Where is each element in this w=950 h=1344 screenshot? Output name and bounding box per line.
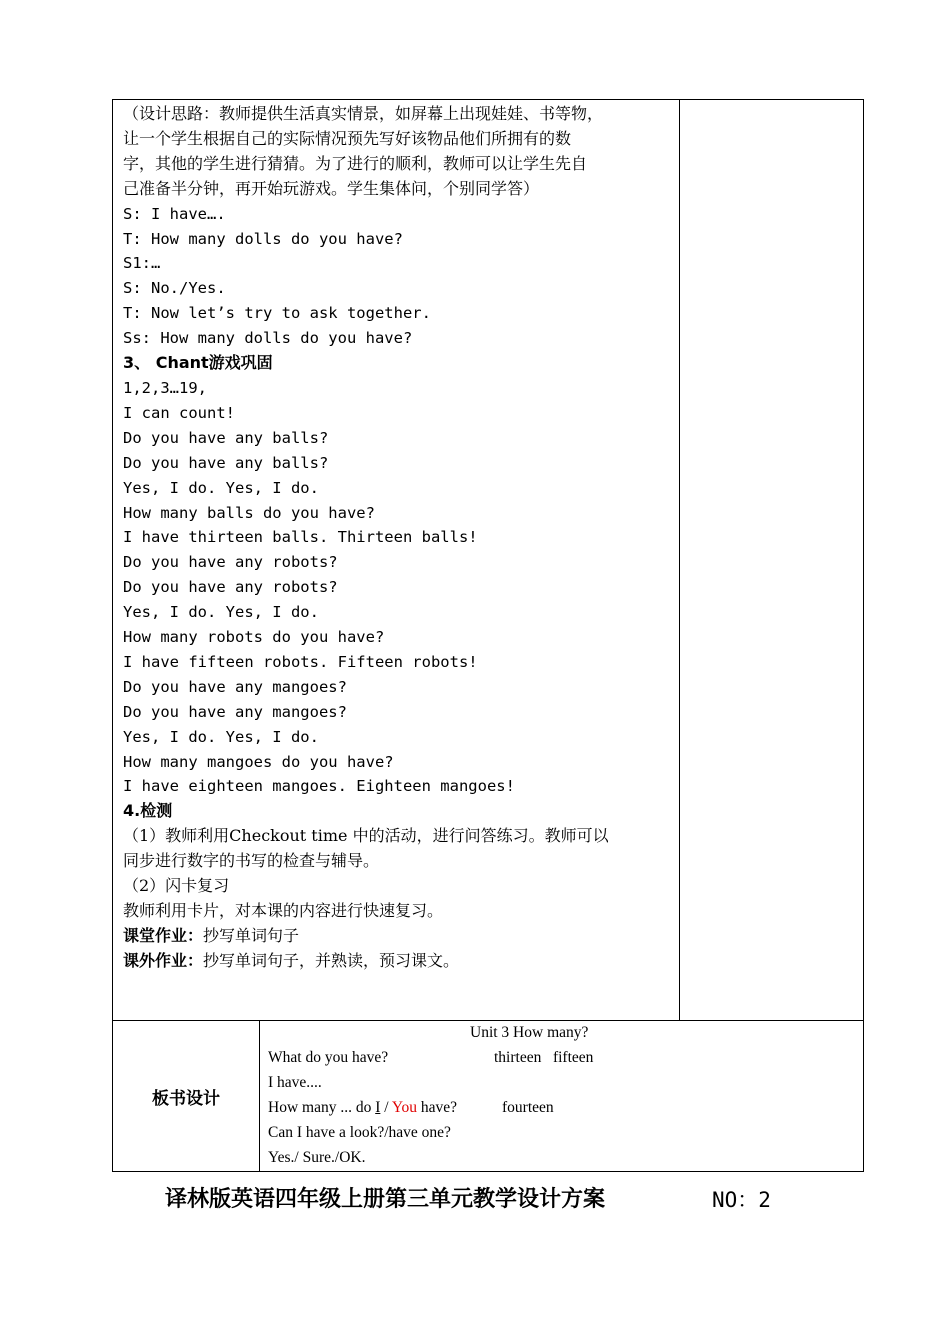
board-title: Unit 3 How many? xyxy=(470,1024,589,1041)
procedure-line: （设计思路：教师提供生活真实情景，如屏幕上出现娃娃、书等物， xyxy=(123,104,604,123)
procedure-line: 4.检测 xyxy=(123,801,173,821)
procedure-line: Ss: How many dolls do you have? xyxy=(123,329,413,348)
footer-title: 译林版英语四年级上册第三单元教学设计方案 xyxy=(165,1187,606,1212)
procedure-text xyxy=(113,100,679,974)
class-homework-label: 课堂作业： xyxy=(123,925,204,945)
procedure-line: S: I have…. xyxy=(123,204,226,223)
procedure-line: S: No./Yes. xyxy=(123,279,226,298)
procedure-line: 1,2,3…19, xyxy=(123,378,207,397)
board-row xyxy=(113,1021,864,1172)
board-line-3: How many ... do I / You have? xyxy=(268,1099,458,1116)
board-line-5: Yes./ Sure./OK. xyxy=(268,1149,366,1166)
procedure-line: 字，其他的学生进行猜猜。为了进行的顺利，教师可以让学生先自 xyxy=(123,153,588,173)
board-highlight-you: You xyxy=(391,1099,418,1116)
board-line-2: I have.... xyxy=(268,1074,322,1091)
board-words-1: thirteen fifteen xyxy=(494,1049,594,1066)
procedure-line: （2）闪卡复习 xyxy=(123,876,230,896)
procedure-line: S1:… xyxy=(123,254,161,273)
board-label: 板书设计 xyxy=(152,1088,220,1109)
procedure-line: 让一个学生根据自己的实际情况预先写好该物品他们所拥有的数 xyxy=(123,128,572,148)
procedure-line: 教师利用卡片，对本课的内容进行快速复习。 xyxy=(123,901,444,920)
procedure-line: Yes, I do. Yes, I do. xyxy=(123,603,319,622)
procedure-line: How many mangoes do you have? xyxy=(123,752,394,771)
procedure-line: Do you have any balls? xyxy=(123,428,329,447)
procedure-line: I have thirteen balls. Thirteen balls! xyxy=(123,528,478,547)
procedure-line: Do you have any robots? xyxy=(123,578,338,597)
board-words-3: fourteen xyxy=(502,1099,554,1116)
procedure-line: I can count! xyxy=(123,403,235,422)
board-design-cell xyxy=(260,1021,864,1172)
procedure-line: How many robots do you have? xyxy=(123,628,385,647)
procedure-line: T: How many dolls do you have? xyxy=(123,229,403,248)
board-line-4: Can I have a look?/have one? xyxy=(268,1124,451,1141)
procedure-line: Yes, I do. Yes, I do. xyxy=(123,727,319,746)
after-homework xyxy=(123,949,671,974)
procedure-line: Do you have any mangoes? xyxy=(123,677,347,696)
procedure-line: （1）教师利用Checkout time 中的活动，进行问答练习。教师可以 xyxy=(123,826,609,846)
notes-cell xyxy=(680,100,864,1021)
lesson-plan-table xyxy=(112,99,864,1172)
procedure-line: I have eighteen mangoes. Eighteen mangoes! xyxy=(123,777,515,796)
procedure-line: Do you have any robots? xyxy=(123,553,338,572)
after-homework-label: 课外作业： xyxy=(123,950,204,970)
procedure-line: 同步进行数字的书写的检查与辅导。 xyxy=(123,851,380,871)
procedure-cell xyxy=(113,100,680,1021)
procedure-line: Do you have any mangoes? xyxy=(123,702,347,721)
board-design xyxy=(260,1021,863,1171)
procedure-line: I have fifteen robots. Fifteen robots! xyxy=(123,652,478,671)
procedure-line: Yes, I do. Yes, I do. xyxy=(123,478,319,497)
procedure-line: Do you have any balls? xyxy=(123,453,329,472)
procedure-line: How many balls do you have? xyxy=(123,503,375,522)
class-homework-text: 抄写单词句子 xyxy=(203,925,300,945)
content-row xyxy=(113,100,864,1021)
footer-number: NO：2 xyxy=(712,1188,771,1212)
board-line-1: What do you have? xyxy=(268,1049,389,1066)
procedure-line: 己准备半分钟，再开始玩游戏。学生集体问，个别同学答） xyxy=(123,178,540,198)
after-homework-text: 抄写单词句子，并熟读，预习课文。 xyxy=(203,950,460,970)
board-label-cell xyxy=(113,1021,260,1172)
class-homework xyxy=(123,924,671,949)
procedure-line: T: Now let’s try to ask together. xyxy=(123,304,431,323)
procedure-line: 3、 Chant游戏巩固 xyxy=(123,353,273,373)
board-underlined-i: I xyxy=(375,1099,381,1116)
